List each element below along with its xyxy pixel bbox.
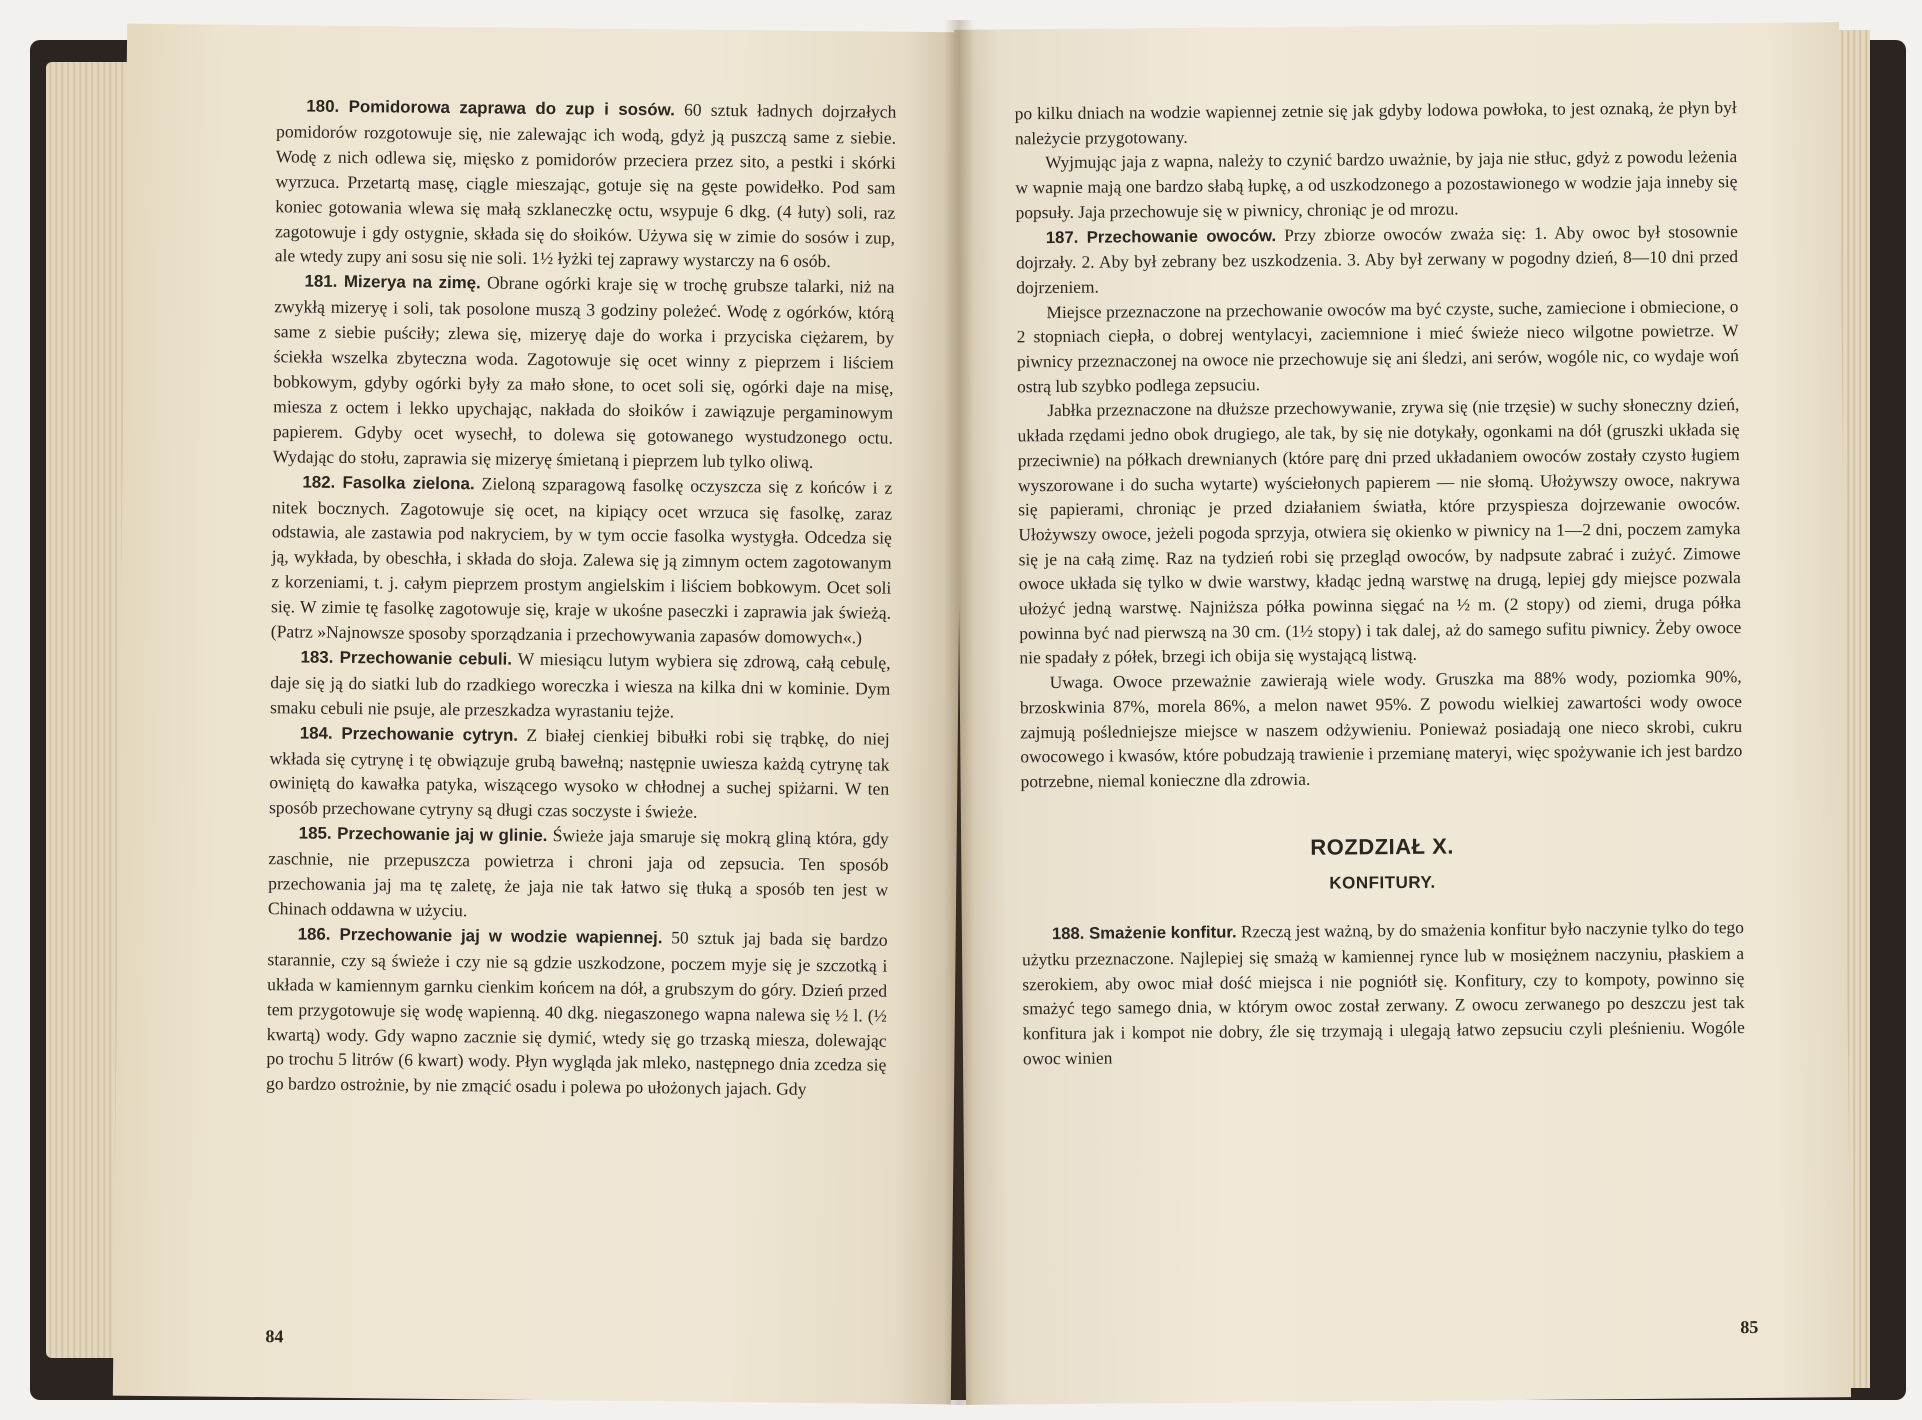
paragraph-egg-removal: Wyjmując jaja z wapna, należy to czynić bardzo uważnie, by jaja nie stłuc, gdyż z powodu leżenia w wapnie mają one bardzo słabą łupkę, a od uszkodzonego a pozostawionego w wodzie jaja inneby się popsuły. Jaja przechowuje się w piwnicy, chroniąc je od mrozu.	[1015, 146, 1738, 223]
book-gutter	[944, 20, 974, 1405]
page-number-left: 84	[265, 1326, 284, 1347]
entry-186: 186. Przechowanie jaj w wodzie wapiennej. 50 sztuk jaj bada się bardzo starannie, czy są świeże i czy nie są gdzie uszkodzone, poczem myje się je szczotką i układa w kamiennym garnku cienkim końcem na dół, a grubszym do góry. Dzień przed tem przygotowuje się wodę wapienną. 40 dkg. niegaszonego wapna nalewa się ½ l. (½ kwartą) wody. Gdy wapno zacznie się dymić, wtedy się go trzaską miesza, dolewając po trochu 5 litrów (6 kwart) wody. Płyn wygląda jak mleko, następnego dnia zcedza się go bardzo ostrożnie, by nie zmącić osadu i polewa po ułożonych jajach. Gdy	[266, 924, 888, 1100]
entry-184: 184. Przechowanie cytryn. Z białej cienkiej bibułki robi się trąbkę, do niej wkłada się cytrynę i tę obwiązuje grubą bawełną; następnie uwiesza każdą cytrynę tak owiniętą do kawałka patyka, wiszącego wysoko w chłodnej a suchej spiżarni. W ten sposób przechowane cytryny są długi czas soczyste i świeże.	[268, 723, 890, 823]
right-page	[954, 22, 1851, 1405]
entry-180: 180. Pomidorowa zaprawa do zup i sosów. 60 sztuk ładnych dojrzałych pomidorów rozgotowuje się, nie zalewając ich wodą, gdyż ją puszczą same z siebie. Wodę z nich odlewa się, mięsko z pomidorów przeciera przez sito, a pestki i skórki wyrzuca. Przetartą masę, ciągle mieszając, gotuje się na gęste powidełko. Pod sam koniec gotowania wlewa się małą szklaneczkę octu, wsypuje 6 dkg. (4 łuty) soli, raz zagotowuje i gdy ostygnie, składa się do słoików. Używa się w zimie do sosów i zup, ale wtedy zupy ani sosu się nie soli. 1½ łyżki tej zaprawy wystarczy na 6 osób.	[274, 96, 897, 272]
paragraph-apples: Jabłka przeznaczone na dłuższe przechowywanie, zrywa się (nie trzęsie) w suchy słoneczny dzień, układa rzędami jedno obok drugiego, ale tak, by się nie dotykały, ogonkami na dół (gruszki układa się przeciwnie) na półkach drewnianych (które parę dni przed układaniem owoców zostały czysto ługiem wyszorowane i do sucha wytarte) wyściełonych papierem — nie słomą. Ułożywszy owoce, nakrywa się papierami, chroniąc je przed działaniem światła, które przyspiesza dojrzewanie owoców. Ułożywszy owoce, jeżeli pogoda sprzyja, otwiera się okienko w piwnicy na 1—2 dni, poczem zamyka się je na całą zimę. Raz na tydzień robi się przegląd owoców, by nadpsute zabrać i zużyć. Zimowe owoce układa się tylko w dwie warstwy, kładąc jedną warstwę na drugą, lepiej gdy miejsce pozwala ułożyć jedną warstwę. Najniższa półka powinna sięgać na ½ m. (2 stopy) od ziemi, druga półka powinna być nad pierwszą na 30 cm. (1½ stopy) i tak dalej, aż do samego sufitu piwnicy. Żeby owoce nie spadały z półek, brzegi ich obija się wystającą listwą.	[1017, 394, 1742, 668]
paragraph-storage-place: Miejsce przeznaczone na przechowanie owoców ma być czyste, suche, zamiecione i obmiecione, o 2 stopniach ciepła, o dobrej wentylacyi, zaciemnione i mieć świeże nieco wilgotne powietrze. W piwnicy przeznaczonej na owoce nie przechowuje się ani śledzi, ani serów, wogóle nic, co wydaje woń ostrą lub szybko podlega zepsuciu.	[1016, 295, 1739, 397]
entry-182: 182. Fasolka zielona. Zieloną szparagową fasolkę oczyszcza się z końców i z nitek bocznych. Zagotowuje się ocet, na kipiący ocet wrzuca się fasolkę, zaraz odstawia, ale zastawia pod nakryciem, by w tym occie fasolka wystygła. Odcedza się ją, wykłada, by obeschła, i składa do słoja. Zalewa się ją zimnym octem zagotowanym z korzeniami, t. j. całym pieprzem prostym angielskim i liściem bobkowym. Ocet soli się. W zimie tę fasolkę zagotowuje się, kraje w ukośne paseczki i zaprawia jak świeżą. (Patrz »Najnowsze sposoby sporządzania i przechowywania zapasów domowych«.)	[270, 472, 893, 648]
chapter-subtitle: KONFITURY.	[1329, 873, 1436, 894]
left-page	[113, 24, 965, 1405]
left-page-text	[266, 93, 896, 1103]
continuation-paragraph: po kilku dniach na wodzie wapiennej zetnie się jak gdyby lodowa powłoka, to jest oznaką, że płyn był należycie przygotowany.	[1014, 97, 1737, 149]
right-page-text	[1015, 95, 1745, 1071]
chapter-title: ROZDZIAŁ X.	[1310, 833, 1455, 860]
entry-185: 185. Przechowanie jaj w glinie. Świeże jaja smaruje się mokrą gliną która, gdy zaschnie, nie przepuszcza powietrza i chroni jaja od zepsucia. Ten sposób przechowania jaj ma tę zaletę, że jaja nie tak łatwo się tłuką a sposób ten jest w Chinach oddawna w użyciu.	[267, 823, 889, 921]
paragraph-note: Uwaga. Owoce przeważnie zawierają wiele wody. Gruszka ma 88% wody, poziomka 90%, brzoskwinia 87%, morela 86%, a melon nawet 95%. Z powodu wielkiej zawartości wody owoce zajmują pośledniejsze miejsce w naszem odżywieniu. Ponieważ posiadają one nieco skrobi, cukru owocowego i kwasów, które pobudzają trawienie i przemianę materyi, więc spożywanie ich jest bardzo potrzebne, niemal konieczne dla zdrowia.	[1019, 666, 1743, 792]
entry-188: 188. Smażenie konfitur. Rzeczą jest ważną, by do smażenia konfitur było naczynie tylko do tego użytku przeznaczone. Najlepiej się smażą w kamiennej rynce lub w mosiężnem naczyniu, płaskiem a szerokiem, aby owoc miał dość miejsca i nie pogniótł się. Konfitury, czy to kompoty, powinno się smażyć tego samego dnia, w którym owoc został zerwany. Z owocu zerwanego po deszczu jest tak konfitura jak i kompot nie dobry, źle się trzymają i ulegają łatwo zepsuciu czyli pleśnieniu. Wogóle owoc winien	[1022, 917, 1745, 1068]
entry-187: 187. Przechowanie owoców. Przy zbiorze owoców zważa się: 1. Aby owoc był stosownie dojrzały. 2. Aby był zebrany bez uszkodzenia. 3. Aby był zerwany w pogodny dzień, 8—10 dni przed dojrzeniem.	[1015, 220, 1739, 298]
entry-183: 183. Przechowanie cebuli. W miesiącu lutym wybiera się zdrową, całą cebulę, daje się ją do siatki lub do rzadkiego woreczka i wiesza na kilka dni w kominie. Dym smaku cebuli nie psuje, ale przeszkadza wyrastaniu tejże.	[269, 647, 891, 722]
entry-181: 181. Mizerya na zimę. Obrane ogórki kraje się w trochę grubsze talarki, niż na zwykłą mizeryę i soli, tak posolone muszą 3 godziny poleżeć. Wodę z ogórków, którą same z siebie puściły; zlewa się, mizeryę daje do worka i przyciska ciężarem, by ściekła wszelka zbyteczna woda. Zagotowuje się ocet winny z pieprzem i liściem bobkowym, gdyby ogórki były za mało słone, to ocet soli się, ogórki daje na misę, miesza z octem i lekko upychając, nakłada do słoików i zawiązuje pergaminowym papierem. Gdyby ocet wysechł, to dolewa się gotowanego wystudzonego octu. Wydając do stołu, zaprawia się mizeryę śmietaną i pieprzem lub tylko oliwą.	[272, 271, 895, 472]
page-number-right: 85	[1740, 1316, 1759, 1338]
